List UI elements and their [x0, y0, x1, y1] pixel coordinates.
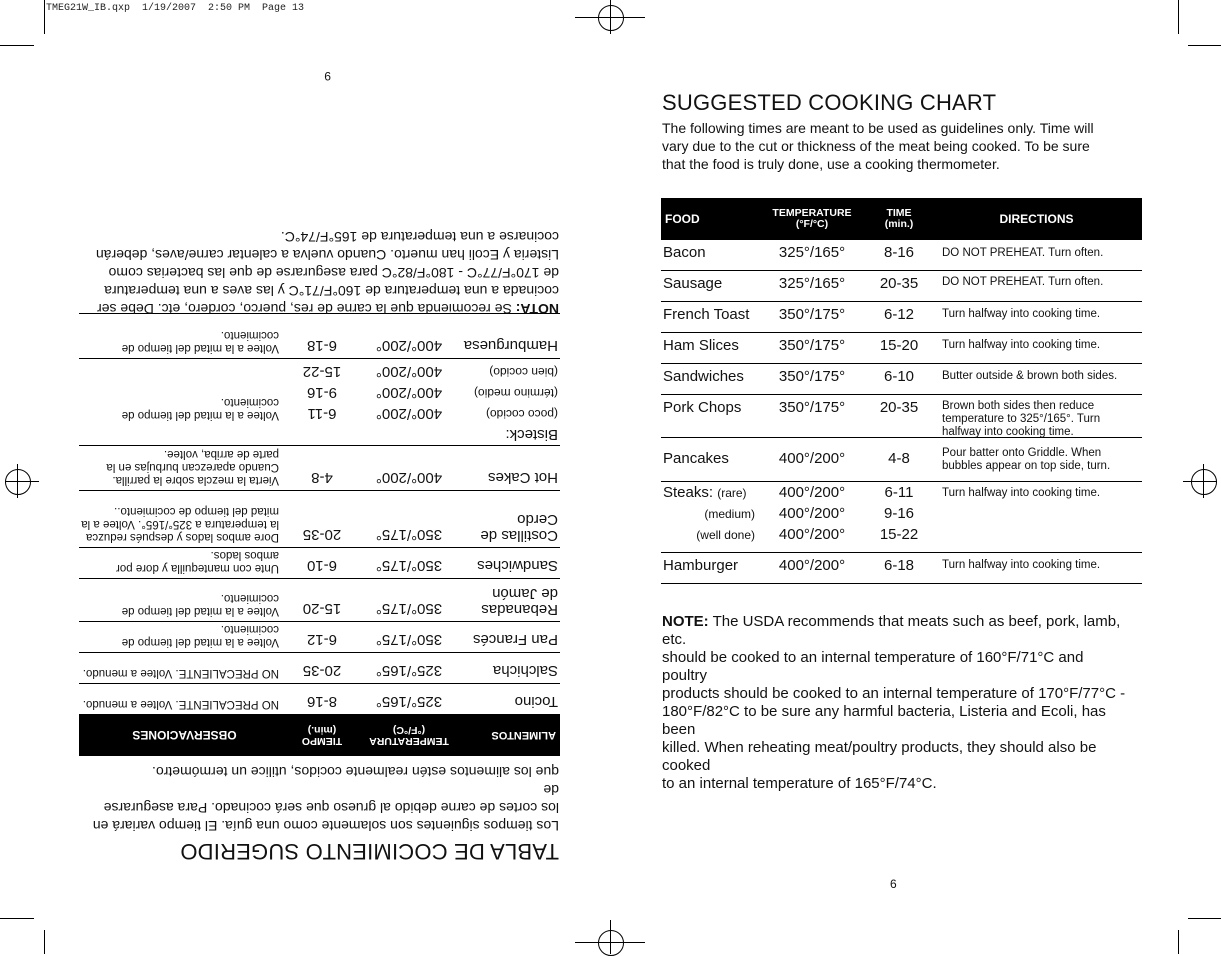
- header-directions: OBSERVACIONES: [132, 728, 237, 742]
- page-number: 6: [890, 877, 897, 891]
- note-paragraph: NOTA: Se recomienda que la carne de res, puerco, cordero, etc. Debe ser cocinada a una temperatura de 160°F/71°C y las aves a una temperatura de 170°F/77°C - 180°F/82°C para asegurarse de que las bacterias como Listeria y Ecoli han muerto. Cuando vuelva a calentar carne/aves, deberán cocinarse a una temperatura de 165°F/74°C.: [95, 229, 559, 317]
- table-row: Hamburger 400°/200° 6-18 Turn halfway into cooking time.: [661, 553, 1142, 584]
- print-header: TMEG21W_IB.qxp 1/19/2007 2:50 PM Page 13: [46, 3, 305, 14]
- table-row: Bacon 325°/165° 8-16 DO NOT PREHEAT. Turn often.: [661, 240, 1142, 271]
- table-row: Sandwiches 350°/175° 6-10 Butter outside & brown both sides.: [661, 364, 1142, 395]
- header-food: FOOD: [665, 212, 700, 226]
- table-row: Pan Francés 350°/175° 6-12 Voltee a la mitad del tiempo de cocimiento.: [79, 621, 560, 652]
- header-directions: DIRECTIONS: [999, 212, 1074, 226]
- table-row: French Toast 350°/175° 6-12 Turn halfway into cooking time.: [661, 302, 1142, 333]
- table-row: Salchicha 325°/165° 20-35 NO PRECALIENTE. Voltee a menudo.: [79, 652, 560, 683]
- table-row-steaks: Steaks: (rare) (medium) (well done) 400°/200° 400°/200° 400°/200° 6-11 9-16 15-22 Turn halfway into cooking time.: [661, 482, 1142, 553]
- table-header: [79, 714, 560, 756]
- cooking-table: [79, 313, 560, 756]
- header-temperature: TEMPERATURA (°F/°C): [369, 724, 449, 747]
- table-row: Tocino 325°/165° 8-16 NO PRECALIENTE. Voltee a menudo.: [79, 683, 560, 714]
- page-title: TABLA DE COCIMIENTO SUGERIDO: [180, 839, 559, 864]
- table-row: Pancakes 400°/200° 4-8 Pour batter onto Griddle. When bubbles appear on top side, turn.: [661, 438, 1142, 482]
- intro-paragraph: The following times are meant to be used as guidelines only. Time will vary due to the cut or thickness of the meat being cooked. To be sure that the food is truly done, use a cooking thermometer.: [662, 120, 1094, 172]
- table-row: Hot Cakes 400°/200° 4-8 Vierta la mezcla sobre la parrilla. Cuando aparezcan burbujas en la parte de arriba, voltee.: [79, 445, 560, 490]
- note-paragraph: NOTE: The USDA recommends that meats such as beef, pork, lamb, etc. should be cooked to an internal temperature of 160°F/71°C and poultry products should be cooked to an internal temperature of 170°F/77°C - 180°F/82°C to be sure any harmful bacteria, Listeria and Ecoli, has been killed. When reheating meat/poultry products, they should also be cooked to an internal temperature of 165°F/74°C.: [662, 613, 1126, 792]
- header-food: ALIMENTOS: [491, 729, 556, 741]
- table-row: Pork Chops 350°/175° 20-35 Brown both sides then reduce temperature to 325°/165°. Turn halfway into cooking time.: [661, 395, 1142, 438]
- table-row: Ham Slices 350°/175° 15-20 Turn halfway into cooking time.: [661, 333, 1142, 364]
- header-temperature: TEMPERATURE (°F/°C): [772, 207, 852, 230]
- table-row: Sausage 325°/165° 20-35 DO NOT PREHEAT. Turn often.: [661, 271, 1142, 302]
- table-row: Rebanadas de Jamón 350°/175° 15-20 Voltee a la mitad del tiempo de cocimiento.: [79, 578, 560, 621]
- header-time: TIME (min.): [884, 207, 914, 230]
- intro-paragraph: Los tiempos siguientes son solamente como una guía. El tiempo variará en los cortes de carne debido al grueso que será cocinado. Para asegurarse de que los alimentos estén realmente cocidos, utilice un termómetro.: [92, 764, 559, 834]
- table-row: Costillas de Cerdo 350°/175° 20-35 Dore ambos lados y después reduzca la temperatura a 325°/165°. Voltee a la mitad del tiempo de cocimiento..: [79, 490, 560, 547]
- table-row: Hamburguesa 400°/200° 6-18 Voltee a la mitad del tiempo de cocimiento.: [79, 313, 560, 358]
- header-time: TIEMPO (min.): [301, 724, 343, 747]
- page-number: 9: [324, 69, 331, 83]
- table-row: Sandwiches 350°/175° 6-10 Unte con mantequilla y dore por ambos lados.: [79, 547, 560, 578]
- page-title: SUGGESTED COOKING CHART: [662, 90, 997, 115]
- table-row-steaks: Bisteck: (poco cocido) (término medio) (bien cocido) 400°/200° 400°/200° 400°/200° 6-11 9-16 15-22 Voltee a la mitad del tiempo de cocimiento.: [79, 358, 560, 445]
